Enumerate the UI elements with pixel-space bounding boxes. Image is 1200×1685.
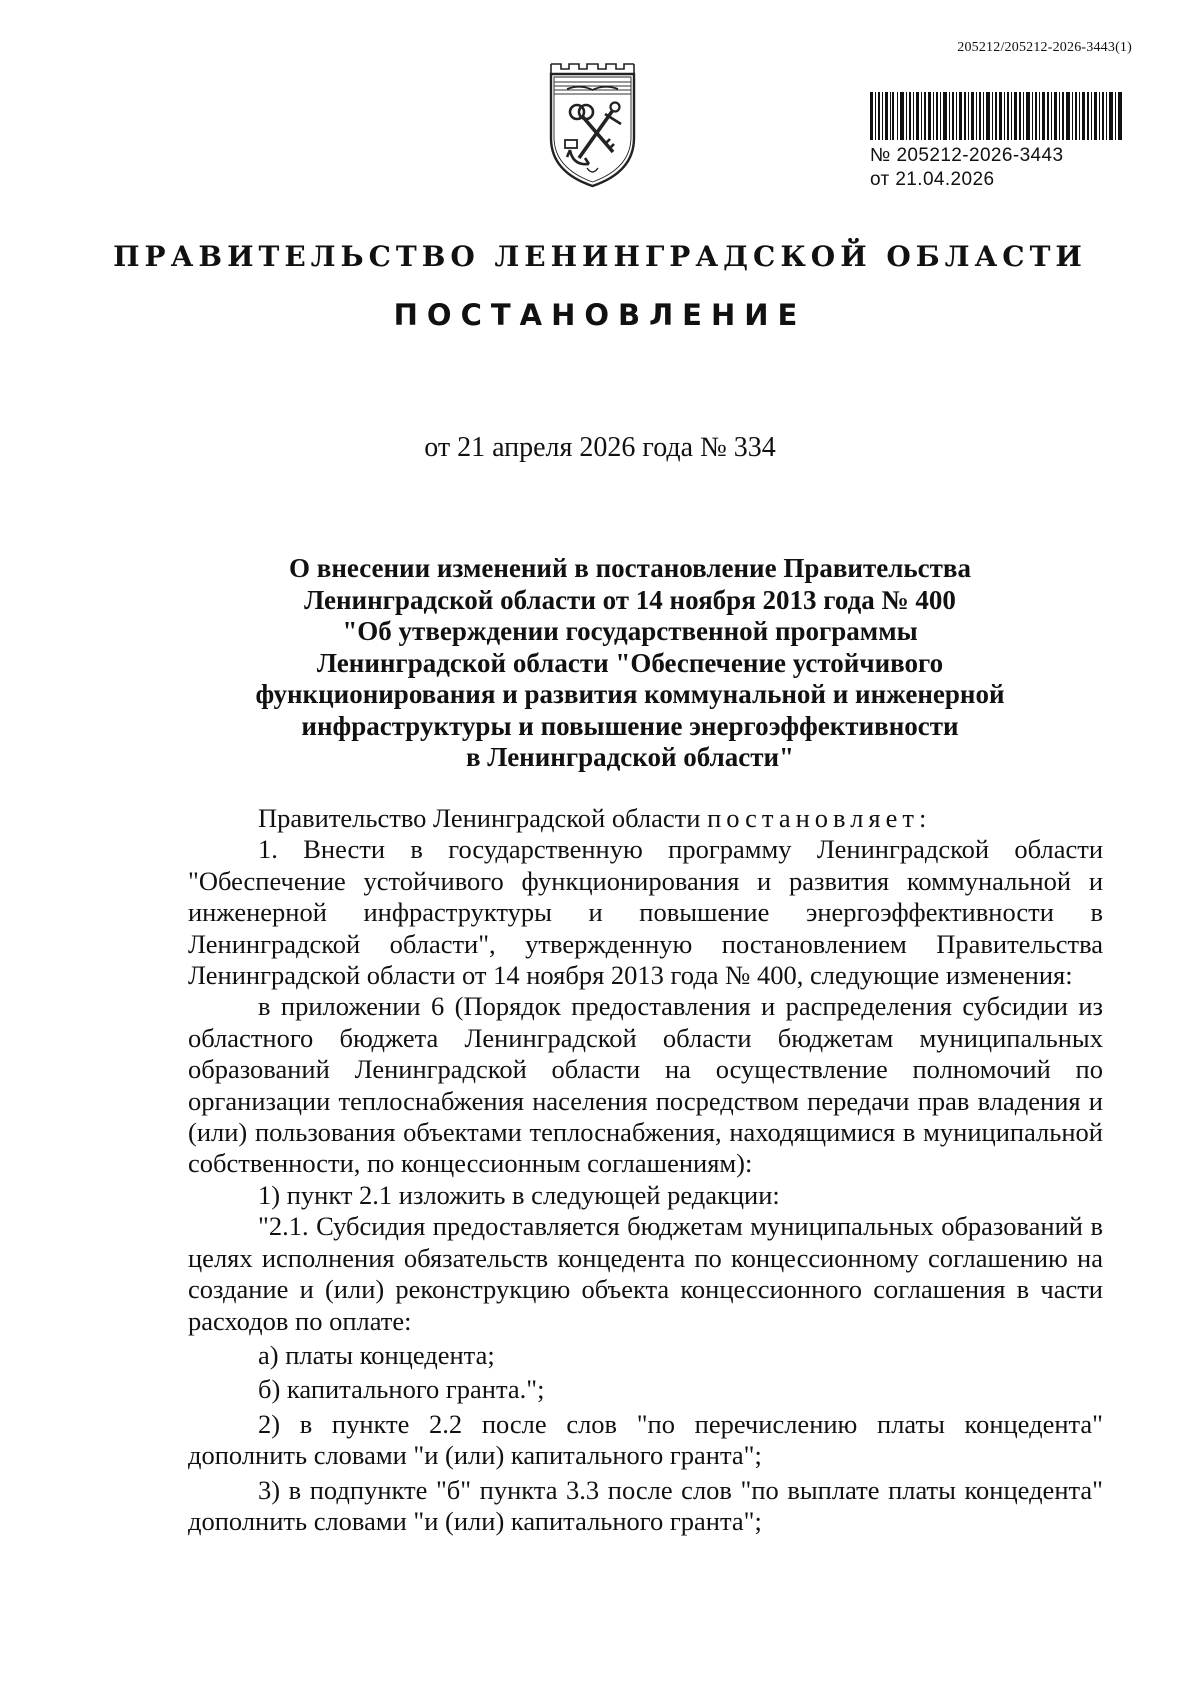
document-id: 205212/205212-2026-3443(1) [957,40,1132,55]
item-b: б) капитального гранта."; [258,1374,545,1405]
registration-date: от 21.04.2026 [870,169,995,190]
subject-line: функционирования и развития коммунальной и инженерной [255,679,1005,709]
item-1: 1) пункт 2.1 изложить в следующей редакции: [258,1179,780,1210]
decree-title: ПОСТАНОВЛЕНИЕ [393,298,807,332]
preamble-text: Правительство Ленинградской области [258,803,708,833]
item-a: а) платы концедента; [258,1339,495,1370]
registration-number: № 205212-2026-3443 [870,145,1064,166]
decree-body [188,803,1103,1537]
subject-line: Ленинградской области "Обеспечение устойчивого [316,647,944,678]
item-3: 3) в подпункте "б" пункта 3.3 после слов "по выплате платы концедента" дополнить словами "и (или) капитального гранта"; [188,1474,1103,1536]
preamble [188,803,1103,834]
preamble-verb: постановляет: [707,803,932,833]
paragraph-1: 1. Внести в государственную программу Ленинградской области "Обеспечение устойчивого функционирования и развития коммунальной и инженерной инфраструктуры и повышение энергоэффективности в Ленинградской области", утвержденную постановлением Правительства Ленинградской области от 14 ноября 2013 года № 400, следующие изменения: [188,834,1103,991]
barcode-icon [870,92,1122,140]
registration-block [870,92,1132,192]
government-title: ПРАВИТЕЛЬСТВО ЛЕНИНГРАДСКОЙ ОБЛАСТИ [113,240,1087,273]
item-2: 2) в пункте 2.2 после слов "по перечислению платы концедента" дополнить словами "и (или) капитального гранта"; [188,1408,1103,1471]
decree-subject [230,553,1030,774]
subject-line: инфраструктуры и повышение энергоэффективности [301,710,959,741]
decree-date: от 21 апреля 2026 года № 334 [424,432,776,463]
subject-line: "Об утверждении государственной программы [342,616,918,646]
subject-line: Ленинградской области от 14 ноября 2013 года № 400 [304,584,956,615]
coat-of-arms-emblem [545,60,640,190]
item-2-1: "2.1. Субсидия предоставляется бюджетам муниципальных образований в целях исполнения обязательств концедента по концессионному соглашению на создание и (или) реконструкцию объекта концессионного соглашения в части расходов по оплате: [188,1211,1103,1336]
subject-line: в Ленинградской области" [465,742,795,772]
subject-line: О внесении изменений в постановление Правительства [289,553,971,583]
paragraph-appendix: в приложении 6 (Порядок предоставления и распределения субсидии из областного бюджета Ленинградской области бюджетам муниципальных образований Ленинградской области на осуществление полномочий по организации теплоснабжения населения посредством передачи прав владения и (или) пользования объектами теплоснабжения, находящимися в муниципальной собственности, по концессионным соглашениям): [188,991,1103,1179]
